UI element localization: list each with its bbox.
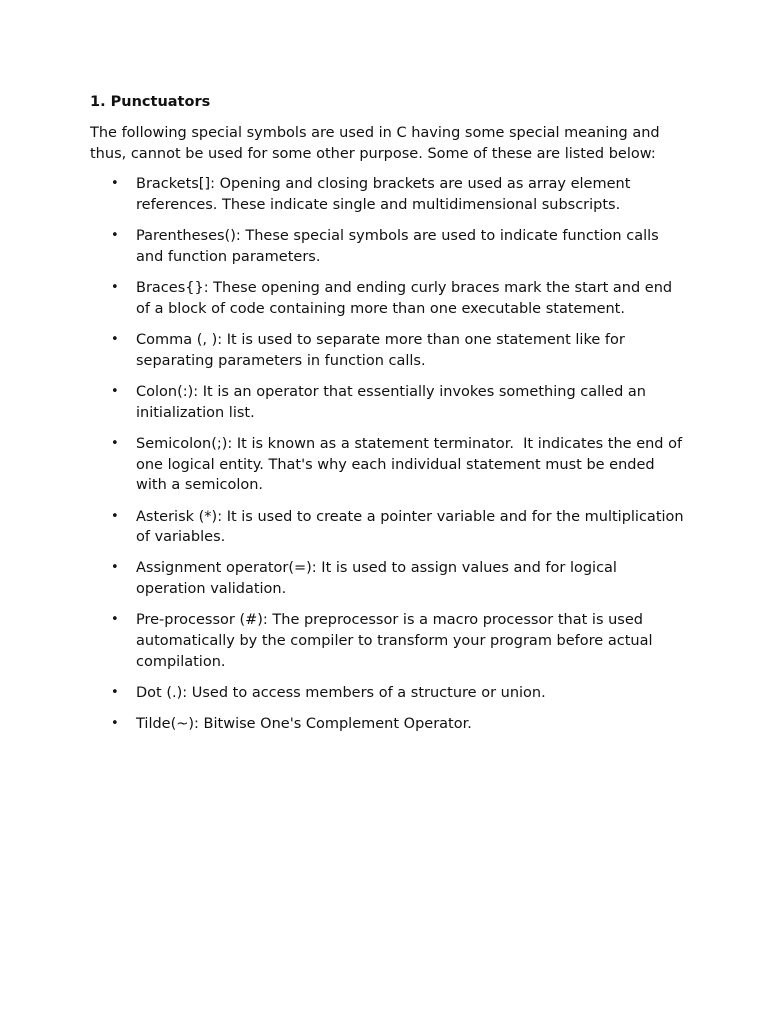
list-item-text: Pre-processor (#): The preprocessor is a macro processor that is used automatically by the compiler to transform your program before actual compilation. xyxy=(136,612,653,670)
list-item xyxy=(90,683,688,704)
bullet-icon: • xyxy=(111,684,119,700)
bullet-icon: • xyxy=(111,716,119,732)
bullet-icon: • xyxy=(111,560,119,576)
document-page xyxy=(90,92,690,745)
list-item xyxy=(90,278,688,319)
list-item-text: Dot (.): Used to access members of a structure or union. xyxy=(136,684,546,701)
list-item xyxy=(90,382,688,423)
list-item-text: Tilde(~): Bitwise One's Complement Operator. xyxy=(136,716,472,733)
list-item xyxy=(90,507,688,548)
list-item-text: Brackets[]: Opening and closing brackets are used as array element references. These indicate single and multidimensional subscripts. xyxy=(136,176,631,214)
bullet-icon: • xyxy=(111,508,119,524)
section-heading: 1. Punctuators xyxy=(90,94,211,110)
bullet-icon: • xyxy=(111,612,119,628)
list-item xyxy=(90,434,688,496)
bullet-icon: • xyxy=(111,280,119,296)
list-item-text: Parentheses(): These special symbols are used to indicate function calls and function parameters. xyxy=(136,228,659,266)
list-item-text: Assignment operator(=): It is used to assign values and for logical operation validation. xyxy=(136,560,617,598)
list-item-text: Comma (, ): It is used to separate more than one statement like for separating parameters in function calls. xyxy=(136,332,625,369)
bullet-icon: • xyxy=(111,435,119,451)
bullet-icon: • xyxy=(111,176,119,192)
punctuator-list xyxy=(90,174,690,734)
list-item xyxy=(90,714,688,735)
list-item-text: Colon(:): It is an operator that essentially invokes something called an initialization list. xyxy=(136,384,646,421)
bullet-icon: • xyxy=(111,228,119,244)
list-item xyxy=(90,226,688,267)
list-item xyxy=(90,330,688,371)
list-item xyxy=(90,174,688,215)
bullet-icon: • xyxy=(111,332,119,348)
intro-paragraph: The following special symbols are used in C having some special meaning and thus, cannot be used for some other purpose. Some of these are listed below: xyxy=(90,125,660,162)
list-item-text: Asterisk (*): It is used to create a pointer variable and for the multiplication of variables. xyxy=(136,508,684,546)
list-item xyxy=(90,610,688,672)
list-item-text: Braces{}: These opening and ending curly braces mark the start and end of a block of code containing more than one executable statement. xyxy=(136,280,673,317)
list-item xyxy=(90,558,688,599)
bullet-icon: • xyxy=(111,384,119,400)
list-item-text: Semicolon(;): It is known as a statement terminator. It indicates the end of one logical entity. That's why each individual statement must be ended with a semicolon. xyxy=(136,435,687,494)
